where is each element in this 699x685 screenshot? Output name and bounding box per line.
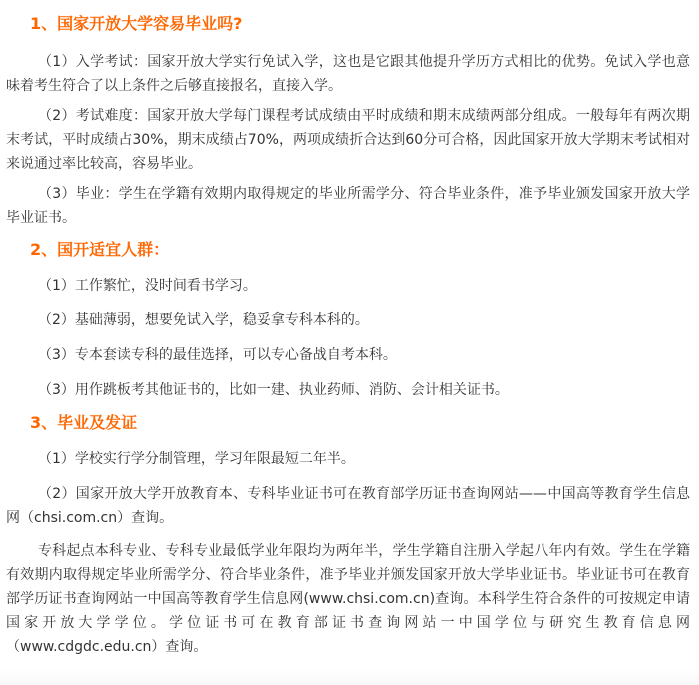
section-heading-target-groups: 2、国开适宜人群： [30, 240, 170, 259]
section-heading-certificates: 3、毕业及发证 [30, 413, 138, 432]
section-heading-graduation: 1、国家开放大学容易毕业吗? [30, 14, 243, 33]
list-item-combined-study: （3）专本套读专科的最佳选择，可以专心备战自考本科。 [38, 347, 397, 363]
list-item-springboard: （3）用作跳板考其他证书的，比如一建、执业药师、消防、会计相关证书。 [38, 382, 509, 398]
list-item-busy-work: （1）工作繁忙，没时间看书学习。 [38, 278, 257, 294]
paragraph-graduation: （3）毕业：学生在学籍有效期内取得规定的毕业所需学分、符合毕业条件，准予毕业颁发国家开放大学毕业证书。 [6, 186, 690, 226]
paragraph-certificate-query: （2）国家开放大学开放教育本、专科毕业证书可在教育部学历证书查询网站——中国高等教育学生信息网（chsi.com.cn）查询。 [6, 486, 690, 526]
paragraph-degree-info: 专科起点本科专业、专科专业最低学业年限均为两年半，学生学籍自注册入学起八年内有效。学生在学籍有效期内取得规定毕业所需学分、符合毕业条件，准予毕业并颁发国家开放大学毕业证书。毕业证书可在教育部学历证书查询网站一中国高等教育学生信息网(www.chsi.com.cn)查询。本科学生符合条件的可按规定申请国家开放大学学位。学位证书可在教育部证书查询网站一中国学位与研究生教育信息网（www.cdgdc.edu.cn）查询。 [6, 543, 690, 655]
paragraph-entrance-exam: （1）入学考试：国家开放大学实行免试入学，这也是它跟其他提升学历方式相比的优势。免试入学也意味着考生符合了以上条件之后够直接报名，直接入学。 [6, 54, 690, 94]
bottom-fade [0, 668, 699, 685]
paragraph-exam-difficulty: （2）考试难度：国家开放大学每门课程考试成绩由平时成绩和期末成绩两部分组成。一般每年有两次期末考试，平时成绩占30%，期末成绩占70%，两项成绩折合达到60分可合格，因此国家开放大学期末考试相对来说通过率比较高，容易毕业。 [6, 108, 690, 172]
paragraph-credit-system: （1）学校实行学分制管理，学习年限最短二年半。 [38, 451, 355, 467]
list-item-weak-foundation: （2）基础薄弱，想要免试入学，稳妥拿专科本科的。 [38, 312, 369, 328]
